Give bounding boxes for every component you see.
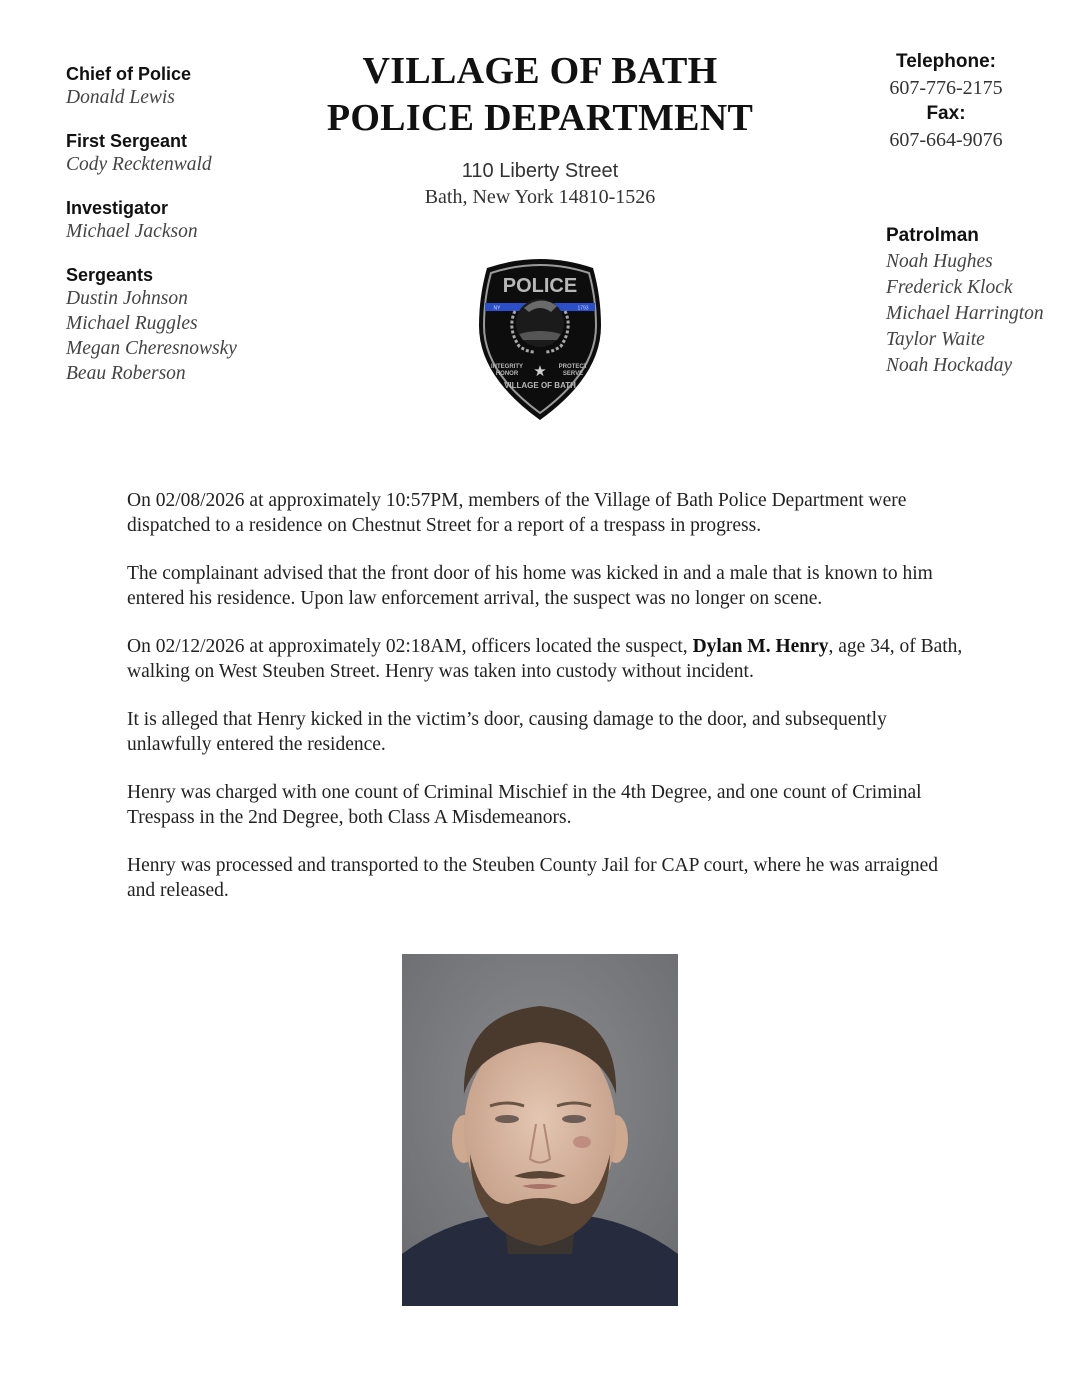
role-heading: Chief of Police (66, 64, 192, 84)
staff-name: Frederick Klock (886, 277, 1013, 298)
staff-group-sergeants (66, 264, 326, 386)
arrest-text-after: , age 34, of Bath, walking on West Steuben Street. Henry was taken into custody without incident. (127, 636, 963, 682)
paragraph-charges: Henry was charged with one count of Criminal Mischief in the 4th Degree, and one count of Criminal Trespass in the 2nd Degree, both Class A Misdemeanors. (127, 782, 922, 828)
staff-name: Donald Lewis (66, 87, 175, 108)
staff-name: Cody Recktenwald (66, 154, 212, 175)
paragraph-dispatch: On 02/08/2026 at approximately 10:57PM, members of the Village of Bath Police Department were dispatched to a residence on Chestnut Street for a report of a trespass in progress. (127, 490, 907, 536)
staff-name: Noah Hockaday (886, 355, 1013, 376)
badge-motto-protect: PROTECT (558, 364, 588, 370)
staff-name: Michael Harrington (886, 303, 1044, 324)
letterhead (300, 48, 780, 210)
star-icon: ★ (533, 364, 547, 380)
press-release-body (127, 489, 967, 927)
telephone-number: 607-776-2175 (889, 77, 1003, 99)
badge-band-right: 1793 (577, 305, 589, 312)
paragraph-disposition: Henry was processed and transported to the Steuben County Jail for CAP court, where he was arraigned and released. (127, 855, 939, 901)
badge-band-left: NY (493, 305, 501, 312)
staff-name: Megan Cheresnowsky (66, 338, 237, 359)
role-heading: Sergeants (66, 265, 154, 285)
department-title-line1: VILLAGE OF BATH (362, 50, 718, 92)
fax-label: Fax: (926, 103, 966, 124)
telephone-label: Telephone: (896, 51, 996, 72)
arrest-text-before: On 02/12/2026 at approximately 02:18AM, officers located the suspect, (127, 636, 693, 657)
staff-name: Michael Ruggles (66, 313, 198, 334)
staff-right-column (886, 225, 1076, 379)
staff-name: Beau Roberson (66, 363, 186, 384)
badge-motto-honor: HONOR (495, 371, 519, 377)
mugshot-illustration (402, 954, 678, 1306)
staff-group-investigator (66, 197, 326, 244)
staff-group-first-sergeant (66, 130, 326, 177)
street-address: 110 Liberty Street (461, 160, 619, 182)
suspect-mugshot (402, 954, 678, 1306)
staff-name: Dustin Johnson (66, 288, 188, 309)
badge-top-text: POLICE (502, 275, 578, 297)
role-heading: Patrolman (886, 225, 979, 246)
staff-name: Taylor Waite (886, 329, 985, 350)
mugshot-bruise (573, 1136, 591, 1148)
staff-left-column (66, 63, 326, 406)
mugshot-eye-left (495, 1115, 519, 1123)
suspect-name: Dylan M. Henry (692, 636, 829, 657)
department-title-line2: POLICE DEPARTMENT (326, 97, 754, 139)
badge-motto-integrity: INTEGRITY (490, 364, 524, 370)
paragraph-allegation: It is alleged that Henry kicked in the victim’s door, causing damage to the door, and subsequently unlawfully entered the residence. (127, 709, 887, 755)
role-heading: Investigator (66, 198, 169, 218)
badge-bottom-text: VILLAGE OF BATH (504, 381, 576, 390)
contact-info (876, 50, 1016, 154)
fax-number: 607-664-9076 (889, 129, 1003, 151)
staff-group-chief (66, 63, 326, 110)
police-badge-icon (477, 256, 603, 422)
paragraph-arrest (127, 635, 967, 684)
paragraph-complaint: The complainant advised that the front door of his home was kicked in and a male that is known to him entered his residence. Upon law enforcement arrival, the suspect was no longer on scene. (127, 563, 933, 609)
mugshot-eye-right (562, 1115, 586, 1123)
role-heading: First Sergeant (66, 131, 188, 151)
city-state-zip: Bath, New York 14810-1526 (424, 186, 656, 208)
staff-name: Michael Jackson (66, 221, 198, 242)
badge-motto-serve: SERVE (562, 371, 584, 377)
staff-name: Noah Hughes (886, 251, 993, 272)
